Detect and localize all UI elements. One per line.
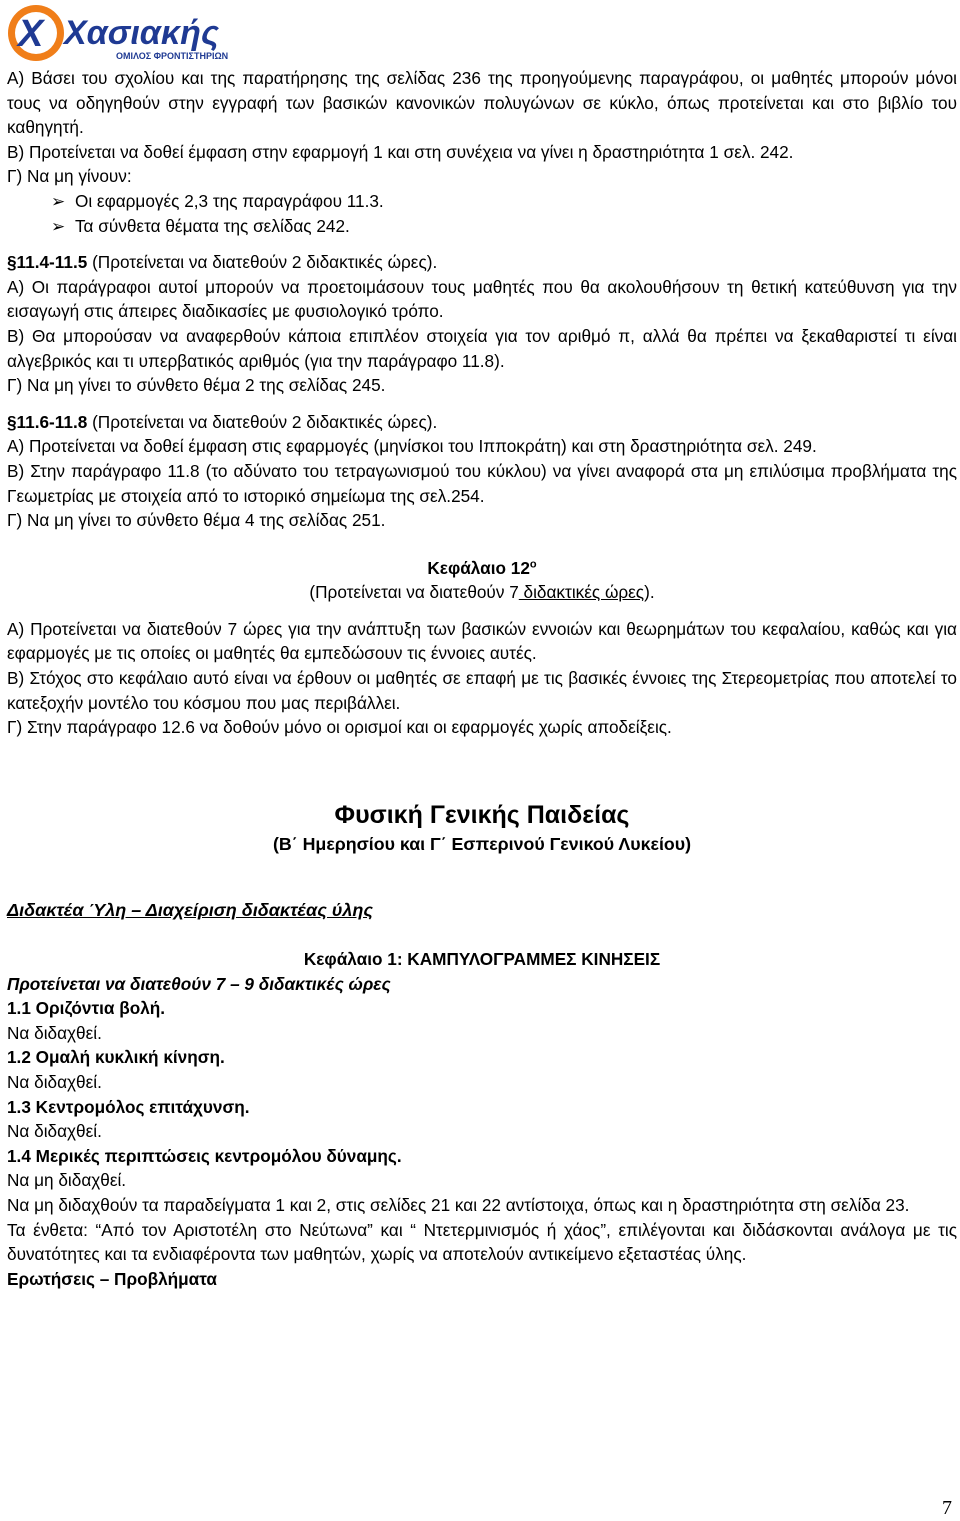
paragraph-b: Β) Στην παράγραφο 11.8 (το αδύνατο του τετραγωνισμού του κύκλου) να γίνει αναφορά στα μη επιλύσιμα προβλήματα της Γεωμετρίας με στοιχεία από το ιστορικό σημείωμα της σελ.254.	[7, 460, 957, 506]
bullet-text: Οι εφαρμογές 2,3 της παραγράφου 11.3.	[74, 190, 384, 211]
logo	[4, 2, 246, 64]
paragraph-a: Α) Οι παράγραφοι αυτοί μπορούν να προετοιμάσουν τους μαθητές που θα ακολουθήσουν τη θετική κατεύθυνση για την εισαγωγή στις άπειρες διαδικασίες με φυσιολογικό τρόπο.	[7, 276, 957, 322]
paragraph-a: Α) Προτείνεται να διατεθούν 7 ώρες για την ανάπτυξη των βασικών εννοιών και θεωρημάτων του κεφαλαίου, καθώς και για εφαρμογές με τις οποίες οι μαθητές θα εμπεδώσουν τις έννοιες αυτές.	[7, 618, 957, 664]
chapter-title: Κεφάλαιο $12^o$	[427, 557, 537, 578]
item-note: Να διδαχθεί.	[7, 1121, 102, 1142]
paragraph-c: Γ) Να μη γίνει το σύνθετο θέμα 2 της σελίδας 245.	[7, 375, 386, 396]
item-title: 1.4 Μερικές περιπτώσεις κεντρομόλου δύναμης.	[7, 1145, 402, 1166]
paragraph-b: Β) Στόχος στο κεφάλαιο αυτό είναι να έρθουν οι μαθητές σε επαφή με τις βασικές έννοιες της Στερεομετρίας που αποτελεί το κατεξοχήν μοντέλο του κόσμου που μας περιβάλλει.	[7, 668, 957, 713]
questions-heading: Ερωτήσεις – Προβλήματα	[7, 1268, 217, 1289]
extra-note: Τα ένθετα: “Από τον Αριστοτέλη στο Νεύτωνα” και “ Ντετερμινισμός ή χάος”, επιλέγονται και διδάσκονται ανάλογα με τις δυνατότητες και τα ενδιαφέροντα των μαθητών, χωρίς να αποτελούν αντικείμενο εξεταστέας ύλης.	[7, 1219, 957, 1265]
chapter-hours: (Προτείνεται να διατεθούν 7 διδακτικές ώρες).	[309, 582, 655, 603]
bullet-text: Τα σύνθετα θέματα της σελίδας 242.	[74, 215, 350, 236]
paragraph-c: Γ) Να μη γίνουν:	[7, 166, 132, 187]
item-title: 1.3 Κεντρομόλος επιτάχυνση.	[7, 1096, 250, 1117]
bullet-item: ➢ Τα σύνθετα θέματα της σελίδας 242.	[51, 215, 350, 236]
paragraph-c: Γ) Να μη γίνει το σύνθετο θέμα 4 της σελίδας 251.	[7, 510, 386, 531]
chapter-1-title: Κεφάλαιο 1: ΚΑΜΠΥΛΟΓΡΑΜΜΕΣ ΚΙΝΗΣΕΙΣ	[303, 949, 661, 970]
extra-note: Να μη διδαχθούν τα παραδείγματα 1 και 2, στις σελίδες 21 και 22 αντίστοιχα, όπως και η δραστηριότητα στη σελίδα 23.	[7, 1194, 910, 1215]
item-title: 1.1 Οριζόντια βολή.	[7, 998, 166, 1019]
logo-graphic	[4, 2, 246, 64]
section-heading: §11.6-11.8 (Προτείνεται να διατεθούν 2 διδακτικές ώρες).	[7, 411, 438, 432]
item-title: 1.2 Ομαλή κυκλική κίνηση.	[7, 1047, 225, 1068]
logo-text: Χασιακής	[64, 14, 219, 52]
physics-subtitle: (Β΄ Ημερησίου και Γ΄ Εσπερινού Γενικού Λυκείου)	[272, 833, 692, 854]
document-body	[7, 66, 957, 1291]
material-heading: Διδακτέα Ύλη – Διαχείριση διδακτέας ύλης	[7, 900, 374, 921]
paragraph-a: Α) Προτείνεται να δοθεί έμφαση στις εφαρμογές (μηνίσκοι του Ιπποκράτη) και στη δραστηριότητα σελ. 249.	[7, 436, 817, 457]
item-note: Να μη διδαχθεί.	[7, 1170, 127, 1191]
page-number: 7	[942, 1497, 952, 1519]
item-note: Να διδαχθεί.	[7, 1022, 102, 1043]
logo-subtitle: ΟΜΙΛΟΣ ΦΡΟΝΤΙΣΤΗΡΙΩΝ	[116, 51, 229, 61]
paragraph-b: Β) Θα μπορούσαν να αναφερθούν κάποια επιπλέον στοιχεία για τον αριθμό π, αλλά θα πρέπει να ξεκαθαριστεί τι είναι αλγεβρικός και τι υπερβατικός αριθμός (για την παράγραφο 11.8).	[7, 325, 957, 371]
paragraph-c: Γ) Στην παράγραφο 12.6 να δοθούν μόνο οι ορισμοί και οι εφαρμογές χωρίς αποδείξεις.	[7, 717, 672, 738]
section-heading: §11.4-11.5 (Προτείνεται να διατεθούν 2 διδακτικές ώρες).	[7, 252, 438, 273]
physics-title: Φυσική Γενικής Παιδείας	[334, 800, 630, 829]
logo-letter: X	[18, 13, 44, 55]
bullet-item: ➢ Οι εφαρμογές 2,3 της παραγράφου 11.3.	[51, 190, 384, 211]
paragraph-a: Α) Βάσει του σχολίου και της παρατήρησης της σελίδας 236 της προηγούμενης παραγράφου, οι μαθητές μπορούν μόνοι τους να οδηγηθούν στην εγγραφή των βασικών κανονικών πολυγώνων σε κύκλο, όπως προτείνεται και στο βιβλίο του καθηγητή.	[7, 68, 957, 138]
paragraph-b: Β) Προτείνεται να δοθεί έμφαση στην εφαρμογή 1 και στη συνέχεια να γίνει η δραστηριότητα 1 σελ. 242.	[7, 141, 794, 162]
hours-note: Προτείνεται να διατεθούν 7 – 9 διδακτικές ώρες	[7, 973, 391, 994]
item-note: Να διδαχθεί.	[7, 1072, 102, 1092]
